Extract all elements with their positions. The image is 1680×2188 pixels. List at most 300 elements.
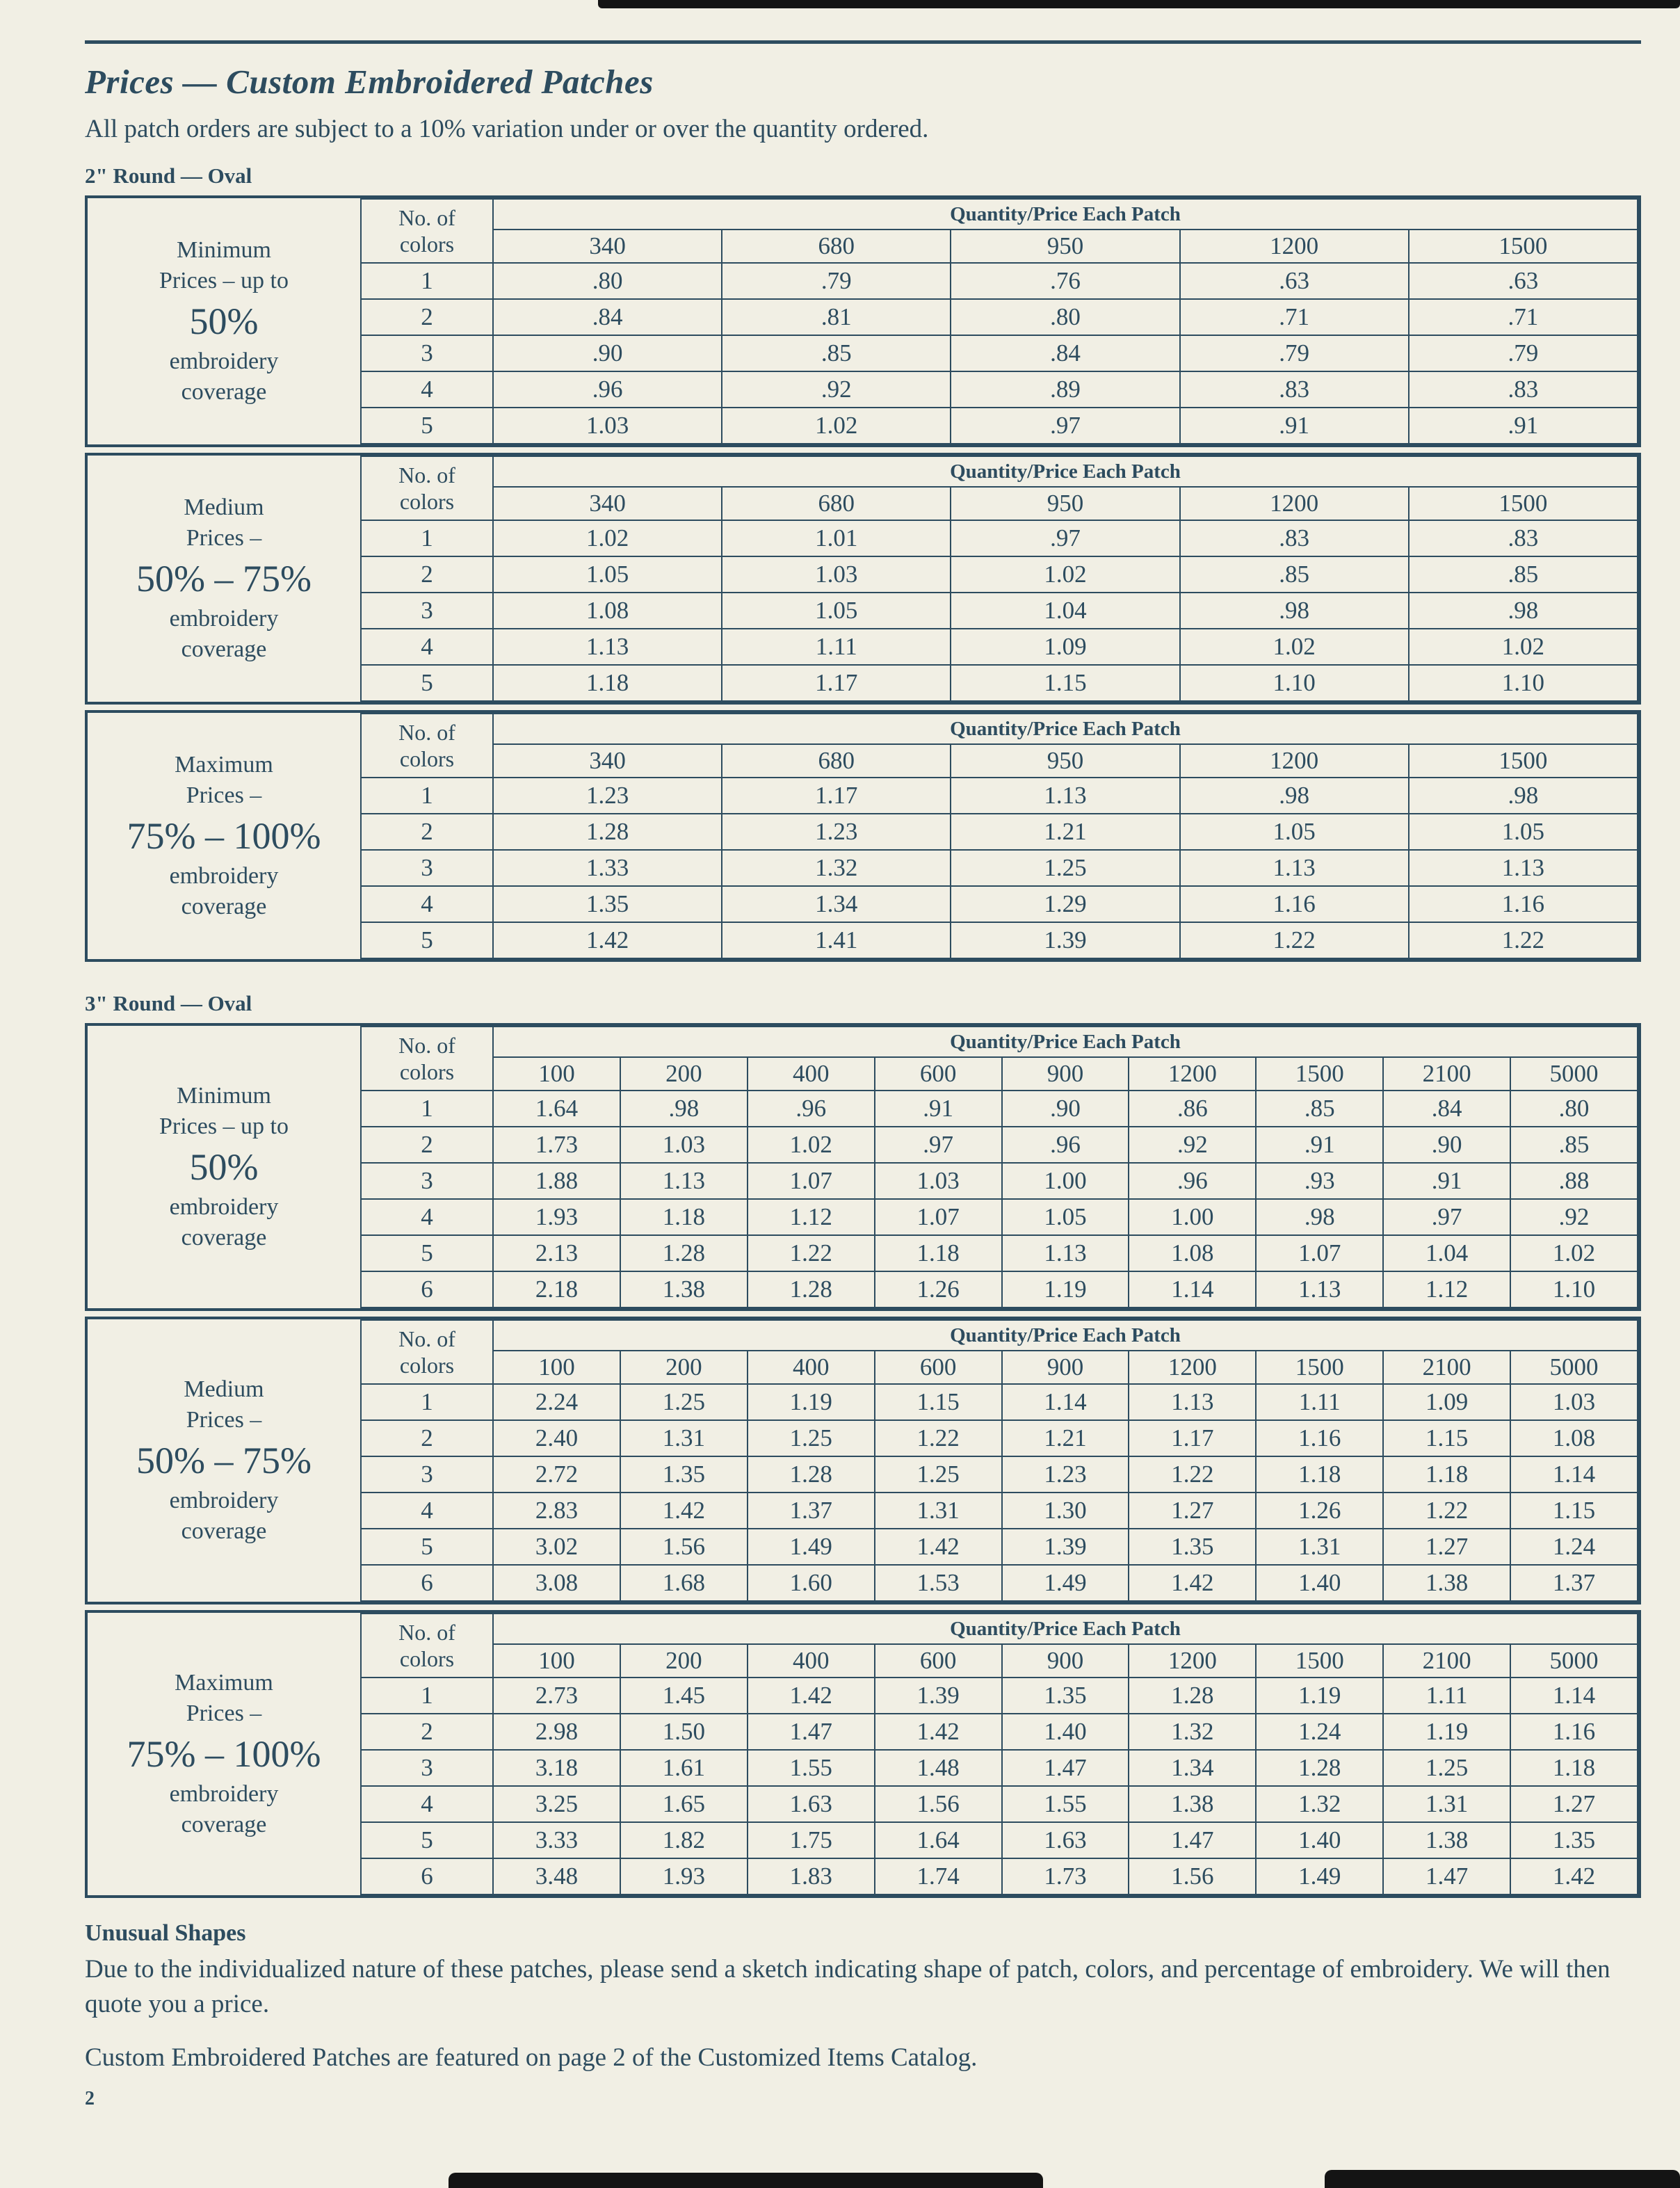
price-value: 1.11	[1383, 1678, 1510, 1714]
price-value: .80	[951, 299, 1179, 335]
price-grid-body	[361, 1027, 1638, 1308]
price-value: 1.42	[493, 922, 722, 958]
price-value: 1.18	[493, 665, 722, 701]
quantity-value: 1500	[1409, 744, 1638, 778]
price-value: .83	[1180, 371, 1409, 408]
price-row	[361, 1714, 1638, 1750]
price-value: 1.18	[1510, 1750, 1638, 1786]
price-value: 1.40	[1256, 1822, 1383, 1858]
colors-count: 1	[361, 263, 493, 299]
quantity-value: 2100	[1383, 1057, 1510, 1091]
coverage-line: Minimum	[176, 236, 272, 263]
grid-header-row	[361, 1614, 1638, 1644]
price-value: 1.93	[493, 1199, 620, 1235]
coverage-line: coverage	[181, 894, 267, 920]
price-value: .91	[875, 1091, 1002, 1127]
price-value: .91	[1256, 1127, 1383, 1163]
section-heading: 2" Round — Oval	[85, 163, 252, 188]
price-value: .83	[1409, 520, 1638, 556]
price-row	[361, 520, 1638, 556]
price-value: 1.40	[1256, 1565, 1383, 1601]
price-grid	[360, 456, 1638, 702]
price-value: 1.47	[1002, 1750, 1129, 1786]
price-value: 1.25	[748, 1420, 875, 1456]
coverage-percentage: 50% – 75%	[136, 1439, 312, 1481]
price-value: 1.60	[748, 1565, 875, 1601]
price-value: 1.00	[1002, 1163, 1129, 1199]
price-value: 1.35	[1129, 1529, 1256, 1565]
coverage-line: Maximum	[175, 751, 273, 778]
quantity-value: 100	[493, 1351, 620, 1384]
coverage-percentage: 75% – 100%	[127, 814, 321, 857]
price-row	[361, 1235, 1638, 1271]
price-section	[85, 163, 1641, 962]
quantity-value: 100	[493, 1057, 620, 1091]
price-value: 1.32	[722, 850, 951, 886]
price-value: 1.04	[951, 593, 1179, 629]
price-value: 1.28	[1129, 1678, 1256, 1714]
coverage-label	[88, 456, 360, 702]
colors-count: 3	[361, 593, 493, 629]
coverage-label	[88, 1319, 360, 1602]
coverage-line: Medium	[184, 1376, 264, 1402]
price-value: 1.64	[875, 1822, 1002, 1858]
price-value: 1.05	[1409, 814, 1638, 850]
price-value: 2.83	[493, 1493, 620, 1529]
price-value: 1.28	[748, 1271, 875, 1308]
quantity-row	[361, 1351, 1638, 1384]
grid-header-row	[361, 1027, 1638, 1057]
price-value: 1.28	[493, 814, 722, 850]
price-value: 1.73	[493, 1127, 620, 1163]
coverage-line: embroidery	[169, 1781, 279, 1808]
quantity-value: 5000	[1510, 1644, 1638, 1678]
price-row	[361, 1163, 1638, 1199]
price-grid	[360, 713, 1638, 959]
price-value: 1.17	[722, 665, 951, 701]
price-value: 1.31	[620, 1420, 748, 1456]
quantity-value: 680	[722, 230, 951, 263]
coverage-line: embroidery	[169, 863, 279, 890]
grid-header-row	[361, 456, 1638, 487]
price-value: 1.18	[1256, 1456, 1383, 1493]
price-value: 1.05	[1180, 814, 1409, 850]
price-value: .97	[1383, 1199, 1510, 1235]
price-value: .84	[1383, 1091, 1510, 1127]
price-row	[361, 263, 1638, 299]
quantity-value: 340	[493, 487, 722, 520]
page-content	[85, 0, 1641, 2110]
price-value: .79	[722, 263, 951, 299]
price-value: 1.01	[722, 520, 951, 556]
quantity-row	[361, 1057, 1638, 1091]
price-value: .92	[1129, 1127, 1256, 1163]
price-value: 1.38	[620, 1271, 748, 1308]
price-value: 1.25	[875, 1456, 1002, 1493]
colors-count: 3	[361, 1456, 493, 1493]
scan-artifact-bottom-right	[1325, 2170, 1680, 2188]
price-value: .96	[493, 371, 722, 408]
price-value: 2.13	[493, 1235, 620, 1271]
quantity-value: 950	[951, 487, 1179, 520]
price-value: 1.18	[875, 1235, 1002, 1271]
price-value: 1.02	[722, 408, 951, 444]
price-value: 1.08	[1510, 1420, 1638, 1456]
price-value: 1.88	[493, 1163, 620, 1199]
price-value: 1.19	[1256, 1678, 1383, 1714]
price-value: .83	[1180, 520, 1409, 556]
price-value: 1.14	[1129, 1271, 1256, 1308]
price-value: 1.10	[1510, 1271, 1638, 1308]
quantity-value: 600	[875, 1644, 1002, 1678]
price-value: 1.32	[1129, 1714, 1256, 1750]
colors-count: 5	[361, 1235, 493, 1271]
quantity-value: 680	[722, 487, 951, 520]
price-value: .86	[1129, 1091, 1256, 1127]
price-value: 1.28	[620, 1235, 748, 1271]
price-value: 1.18	[1383, 1456, 1510, 1493]
price-value: 1.42	[748, 1678, 875, 1714]
colors-header-line: No. of	[398, 1619, 455, 1645]
colors-count: 1	[361, 520, 493, 556]
price-value: 1.10	[1409, 665, 1638, 701]
price-value: 1.14	[1510, 1456, 1638, 1493]
colors-count: 5	[361, 922, 493, 958]
price-value: .84	[493, 299, 722, 335]
grid-header-row	[361, 1320, 1638, 1351]
colors-header-line: colors	[399, 232, 455, 257]
quantity-value: 340	[493, 230, 722, 263]
scan-artifact-bottom-left	[449, 2173, 1043, 2188]
colors-count: 4	[361, 1493, 493, 1529]
coverage-line: coverage	[181, 379, 267, 405]
coverage-line: coverage	[181, 1812, 267, 1838]
price-value: 1.41	[722, 922, 951, 958]
price-value: 1.31	[875, 1493, 1002, 1529]
price-value: .92	[1510, 1199, 1638, 1235]
price-value: 2.18	[493, 1271, 620, 1308]
price-value: 1.45	[620, 1678, 748, 1714]
price-grid-body	[361, 714, 1638, 958]
colors-count: 4	[361, 886, 493, 922]
coverage-line: embroidery	[169, 1488, 279, 1514]
coverage-percentage: 50% – 75%	[136, 557, 312, 600]
price-sections-container	[85, 163, 1641, 1898]
price-value: 1.63	[748, 1786, 875, 1822]
price-value: .90	[1383, 1127, 1510, 1163]
price-value: 1.16	[1256, 1420, 1383, 1456]
price-value: 1.02	[493, 520, 722, 556]
price-row	[361, 1420, 1638, 1456]
quantity-price-header: Quantity/Price Each Patch	[493, 1614, 1638, 1644]
price-value: .90	[1002, 1091, 1129, 1127]
price-value: 1.47	[748, 1714, 875, 1750]
price-value: 1.39	[1002, 1529, 1129, 1565]
price-value: .79	[1180, 335, 1409, 371]
price-value: 1.16	[1180, 886, 1409, 922]
colors-count: 3	[361, 1750, 493, 1786]
price-value: 1.14	[1510, 1678, 1638, 1714]
price-value: 1.38	[1383, 1565, 1510, 1601]
colors-column-header	[361, 714, 493, 778]
coverage-percentage: 50%	[189, 300, 259, 342]
quantity-value: 100	[493, 1644, 620, 1678]
price-value: 1.19	[748, 1384, 875, 1420]
price-value: 1.65	[620, 1786, 748, 1822]
price-value: 1.55	[1002, 1786, 1129, 1822]
price-value: .91	[1180, 408, 1409, 444]
price-value: .79	[1409, 335, 1638, 371]
quantity-price-header: Quantity/Price Each Patch	[493, 714, 1638, 744]
quantity-value: 5000	[1510, 1057, 1638, 1091]
quantity-value: 900	[1002, 1057, 1129, 1091]
quantity-value: 680	[722, 744, 951, 778]
colors-header-line: No. of	[398, 1326, 455, 1351]
price-value: 1.12	[748, 1199, 875, 1235]
price-table-block	[85, 453, 1641, 705]
price-value: 1.42	[875, 1529, 1002, 1565]
price-row	[361, 1271, 1638, 1308]
price-value: 1.05	[1002, 1199, 1129, 1235]
price-row	[361, 593, 1638, 629]
price-value: 1.35	[493, 886, 722, 922]
quantity-value: 200	[620, 1351, 748, 1384]
price-value: .89	[951, 371, 1179, 408]
quantity-value: 340	[493, 744, 722, 778]
price-value: 1.17	[722, 778, 951, 814]
colors-header-line: No. of	[398, 1032, 455, 1058]
grid-header-row	[361, 714, 1638, 744]
price-value: 1.02	[951, 556, 1179, 593]
price-value: 1.08	[493, 593, 722, 629]
price-value: .63	[1409, 263, 1638, 299]
price-value: 1.13	[1180, 850, 1409, 886]
price-value: .91	[1383, 1163, 1510, 1199]
colors-header-line: No. of	[398, 462, 455, 488]
price-value: 1.12	[1383, 1271, 1510, 1308]
price-value: 3.08	[493, 1565, 620, 1601]
price-grid-body	[361, 456, 1638, 701]
price-row	[361, 1127, 1638, 1163]
quantity-row	[361, 487, 1638, 520]
price-value: 1.37	[1510, 1565, 1638, 1601]
price-value: .98	[1409, 593, 1638, 629]
price-row	[361, 556, 1638, 593]
price-value: 3.48	[493, 1858, 620, 1895]
price-value: .98	[620, 1091, 748, 1127]
price-table-block	[85, 195, 1641, 447]
price-value: 1.49	[748, 1529, 875, 1565]
price-grid	[360, 1026, 1638, 1308]
price-value: .96	[1129, 1163, 1256, 1199]
colors-count: 6	[361, 1565, 493, 1601]
price-value: .97	[951, 520, 1179, 556]
price-value: 1.07	[1256, 1235, 1383, 1271]
quantity-value: 1500	[1409, 230, 1638, 263]
price-value: 1.30	[1002, 1493, 1129, 1529]
colors-count: 3	[361, 335, 493, 371]
colors-header-line: No. of	[398, 204, 455, 230]
colors-count: 1	[361, 778, 493, 814]
price-value: 1.05	[722, 593, 951, 629]
price-value: 1.42	[620, 1493, 748, 1529]
colors-count: 4	[361, 1786, 493, 1822]
price-value: 1.02	[748, 1127, 875, 1163]
price-value: 1.11	[722, 629, 951, 665]
price-value: 1.27	[1510, 1786, 1638, 1822]
price-value: 1.13	[493, 629, 722, 665]
price-value: 1.93	[620, 1858, 748, 1895]
price-value: .85	[1180, 556, 1409, 593]
price-row	[361, 886, 1638, 922]
price-value: 1.13	[1256, 1271, 1383, 1308]
price-value: 1.27	[1383, 1529, 1510, 1565]
price-value: 1.64	[493, 1091, 620, 1127]
price-value: .80	[493, 263, 722, 299]
page-footer	[85, 1920, 1641, 2110]
price-value: 2.72	[493, 1456, 620, 1493]
quantity-value: 400	[748, 1644, 875, 1678]
colors-header-line: colors	[399, 1646, 455, 1671]
quantity-value: 2100	[1383, 1351, 1510, 1384]
price-value: 2.24	[493, 1384, 620, 1420]
price-value: 1.03	[722, 556, 951, 593]
price-value: 1.07	[875, 1199, 1002, 1235]
colors-count: 4	[361, 629, 493, 665]
price-row	[361, 814, 1638, 850]
quantity-value: 1500	[1256, 1057, 1383, 1091]
coverage-line: Minimum	[176, 1082, 272, 1109]
price-value: 1.16	[1409, 886, 1638, 922]
price-value: 1.15	[1510, 1493, 1638, 1529]
price-value: 2.73	[493, 1678, 620, 1714]
price-value: 1.37	[748, 1493, 875, 1529]
colors-count: 5	[361, 1822, 493, 1858]
price-value: 1.19	[1002, 1271, 1129, 1308]
quantity-price-header: Quantity/Price Each Patch	[493, 1027, 1638, 1057]
coverage-line: coverage	[181, 1225, 267, 1251]
grid-header-row	[361, 199, 1638, 230]
colors-count: 5	[361, 665, 493, 701]
quantity-value: 5000	[1510, 1351, 1638, 1384]
colors-count: 4	[361, 1199, 493, 1235]
price-value: 1.02	[1180, 629, 1409, 665]
quantity-value: 1500	[1409, 487, 1638, 520]
quantity-value: 900	[1002, 1644, 1129, 1678]
coverage-line: coverage	[181, 1518, 267, 1545]
coverage-line: Prices –	[186, 782, 262, 808]
price-value: 1.14	[1002, 1384, 1129, 1420]
price-grid	[360, 1319, 1638, 1602]
colors-count: 6	[361, 1858, 493, 1895]
price-row	[361, 1384, 1638, 1420]
price-value: 1.25	[951, 850, 1179, 886]
price-value: 1.56	[875, 1786, 1002, 1822]
price-value: 1.27	[1129, 1493, 1256, 1529]
price-value: 1.53	[875, 1565, 1002, 1601]
price-value: .97	[951, 408, 1179, 444]
quantity-value: 200	[620, 1057, 748, 1091]
price-value: 1.09	[951, 629, 1179, 665]
colors-count: 4	[361, 371, 493, 408]
price-value: 1.33	[493, 850, 722, 886]
price-value: .71	[1409, 299, 1638, 335]
quantity-row	[361, 230, 1638, 263]
price-value: .93	[1256, 1163, 1383, 1199]
price-value: 1.31	[1383, 1786, 1510, 1822]
price-value: 1.23	[493, 778, 722, 814]
price-value: 1.49	[1002, 1565, 1129, 1601]
price-value: 1.24	[1510, 1529, 1638, 1565]
page-title: Prices — Custom Embroidered Patches	[85, 63, 654, 101]
price-table-block	[85, 1317, 1641, 1604]
price-row	[361, 922, 1638, 958]
price-grid-body	[361, 1320, 1638, 1601]
price-row	[361, 1199, 1638, 1235]
price-value: 1.07	[748, 1163, 875, 1199]
colors-column-header	[361, 1614, 493, 1678]
price-value: 1.26	[1256, 1493, 1383, 1529]
price-value: .85	[1409, 556, 1638, 593]
price-value: 1.22	[875, 1420, 1002, 1456]
price-value: .96	[748, 1091, 875, 1127]
colors-count: 2	[361, 1420, 493, 1456]
quantity-value: 1200	[1180, 230, 1409, 263]
price-value: 1.29	[951, 886, 1179, 922]
quantity-value: 1500	[1256, 1644, 1383, 1678]
price-row	[361, 299, 1638, 335]
unusual-shapes-heading: Unusual Shapes	[85, 1920, 246, 1946]
price-value: .98	[1180, 593, 1409, 629]
price-value: 1.63	[1002, 1822, 1129, 1858]
price-value: 1.48	[875, 1750, 1002, 1786]
price-value: 2.98	[493, 1714, 620, 1750]
colors-column-header	[361, 1027, 493, 1091]
section-heading: 3" Round — Oval	[85, 991, 252, 1015]
price-value: 1.05	[493, 556, 722, 593]
price-value: 1.73	[1002, 1858, 1129, 1895]
price-grid-body	[361, 1614, 1638, 1895]
price-value: 1.21	[1002, 1420, 1129, 1456]
price-table-block	[85, 1610, 1641, 1898]
price-value: .83	[1409, 371, 1638, 408]
price-value: 1.25	[1383, 1750, 1510, 1786]
colors-count: 1	[361, 1678, 493, 1714]
price-value: 1.16	[1510, 1714, 1638, 1750]
quantity-price-header: Quantity/Price Each Patch	[493, 199, 1638, 230]
colors-count: 5	[361, 1529, 493, 1565]
price-row	[361, 629, 1638, 665]
colors-header-line: colors	[399, 489, 455, 514]
price-value: 3.18	[493, 1750, 620, 1786]
price-table-block	[85, 710, 1641, 962]
price-value: 1.31	[1256, 1529, 1383, 1565]
price-value: 1.18	[620, 1199, 748, 1235]
colors-header-line: colors	[399, 1059, 455, 1084]
price-value: 1.28	[1256, 1750, 1383, 1786]
price-row	[361, 371, 1638, 408]
coverage-label	[88, 1613, 360, 1895]
price-value: 1.13	[1409, 850, 1638, 886]
unusual-shapes-text: Due to the individualized nature of these patches, please send a sketch indicating shape of patch, colors, and percentage of embroidery. We will then quote you a price.	[85, 1955, 1610, 2018]
coverage-label	[88, 1026, 360, 1308]
price-value: 1.22	[1129, 1456, 1256, 1493]
price-value: 1.26	[875, 1271, 1002, 1308]
price-value: 1.32	[1256, 1786, 1383, 1822]
colors-count: 2	[361, 1127, 493, 1163]
price-value: 1.22	[1409, 922, 1638, 958]
price-row	[361, 665, 1638, 701]
